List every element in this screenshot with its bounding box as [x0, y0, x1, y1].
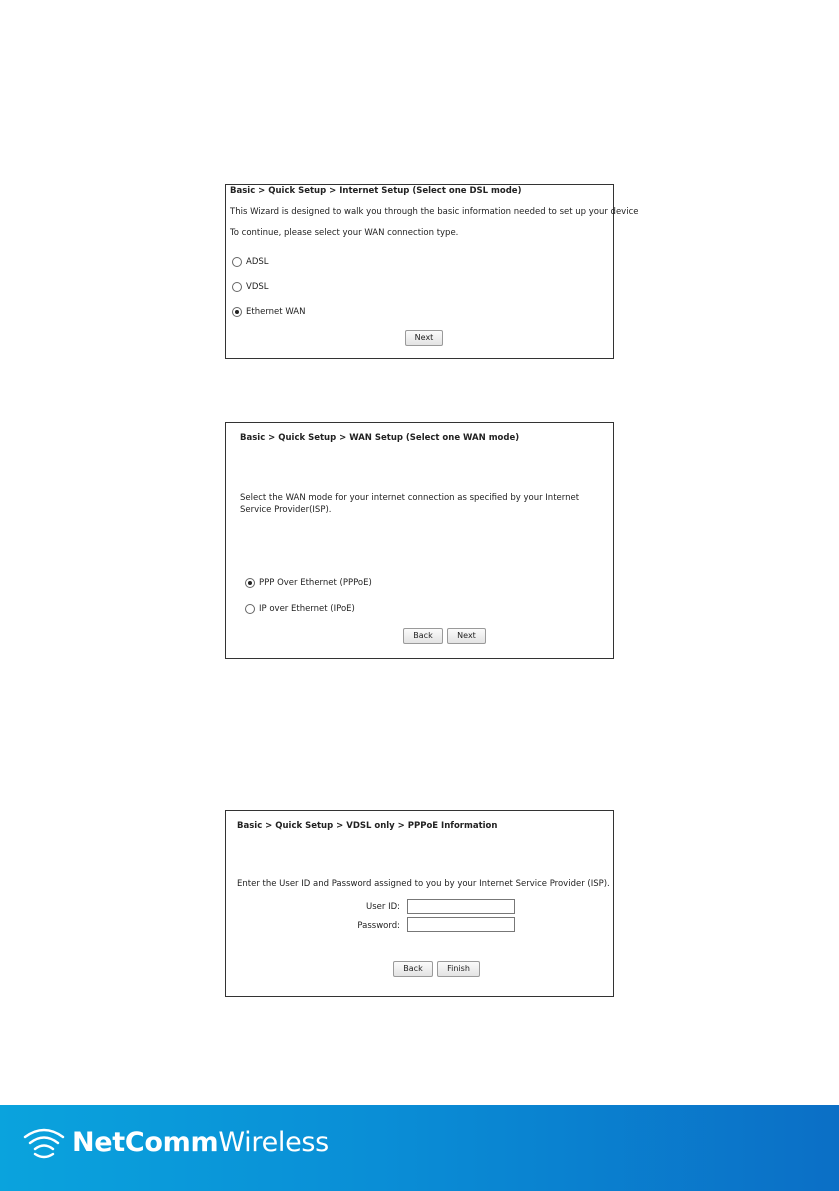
radio-button[interactable] [232, 307, 242, 317]
wizard-intro-text: This Wizard is designed to walk you through the basic information needed to set up your device [230, 207, 639, 217]
instruction-text: To continue, please select your WAN connection type. [230, 228, 459, 238]
pppoe-description: Enter the User ID and Password assigned to you by your Internet Service Provider (ISP). [237, 879, 610, 889]
radio-option-adsl[interactable] [232, 257, 269, 267]
brand-name [72, 1127, 329, 1158]
user-id-input[interactable] [407, 899, 515, 914]
user-id-label: User ID: [366, 902, 400, 912]
radio-label: IP over Ethernet (IPoE) [259, 604, 355, 614]
radio-button[interactable] [232, 257, 242, 267]
breadcrumb: Basic > Quick Setup > VDSL only > PPPoE Information [237, 821, 498, 831]
radio-option-ethernet-wan[interactable] [232, 307, 305, 317]
wifi-signal-icon [22, 1123, 66, 1161]
next-button[interactable]: Next [405, 330, 443, 346]
radio-label: ADSL [246, 257, 269, 267]
finish-button[interactable]: Finish [437, 961, 480, 977]
dsl-mode-panel [225, 184, 639, 359]
back-button[interactable]: Back [403, 628, 443, 644]
back-button[interactable]: Back [393, 961, 433, 977]
brand-name-light: Wireless [218, 1126, 329, 1158]
radio-button[interactable] [245, 578, 255, 588]
radio-button[interactable] [232, 282, 242, 292]
footer-banner [0, 1105, 839, 1191]
wan-mode-panel [225, 422, 614, 659]
radio-option-vdsl[interactable] [232, 282, 269, 292]
radio-option-ipoe[interactable] [245, 604, 355, 614]
radio-label: Ethernet WAN [246, 307, 306, 317]
radio-label: VDSL [246, 282, 269, 292]
radio-button[interactable] [245, 604, 255, 614]
radio-label: PPP Over Ethernet (PPPoE) [259, 578, 372, 588]
netcomm-logo [22, 1123, 329, 1161]
next-button[interactable]: Next [447, 628, 486, 644]
pppoe-info-panel [225, 810, 614, 997]
wan-mode-description: Select the WAN mode for your internet connection as specified by your Internet Service Provider(ISP). [240, 493, 580, 515]
breadcrumb: Basic > Quick Setup > Internet Setup (Select one DSL mode) [230, 186, 522, 196]
password-input[interactable] [407, 917, 515, 932]
breadcrumb: Basic > Quick Setup > WAN Setup (Select one WAN mode) [240, 433, 520, 443]
password-label: Password: [357, 921, 400, 931]
radio-option-pppoe[interactable] [245, 578, 372, 588]
brand-name-bold: NetComm [72, 1126, 219, 1158]
